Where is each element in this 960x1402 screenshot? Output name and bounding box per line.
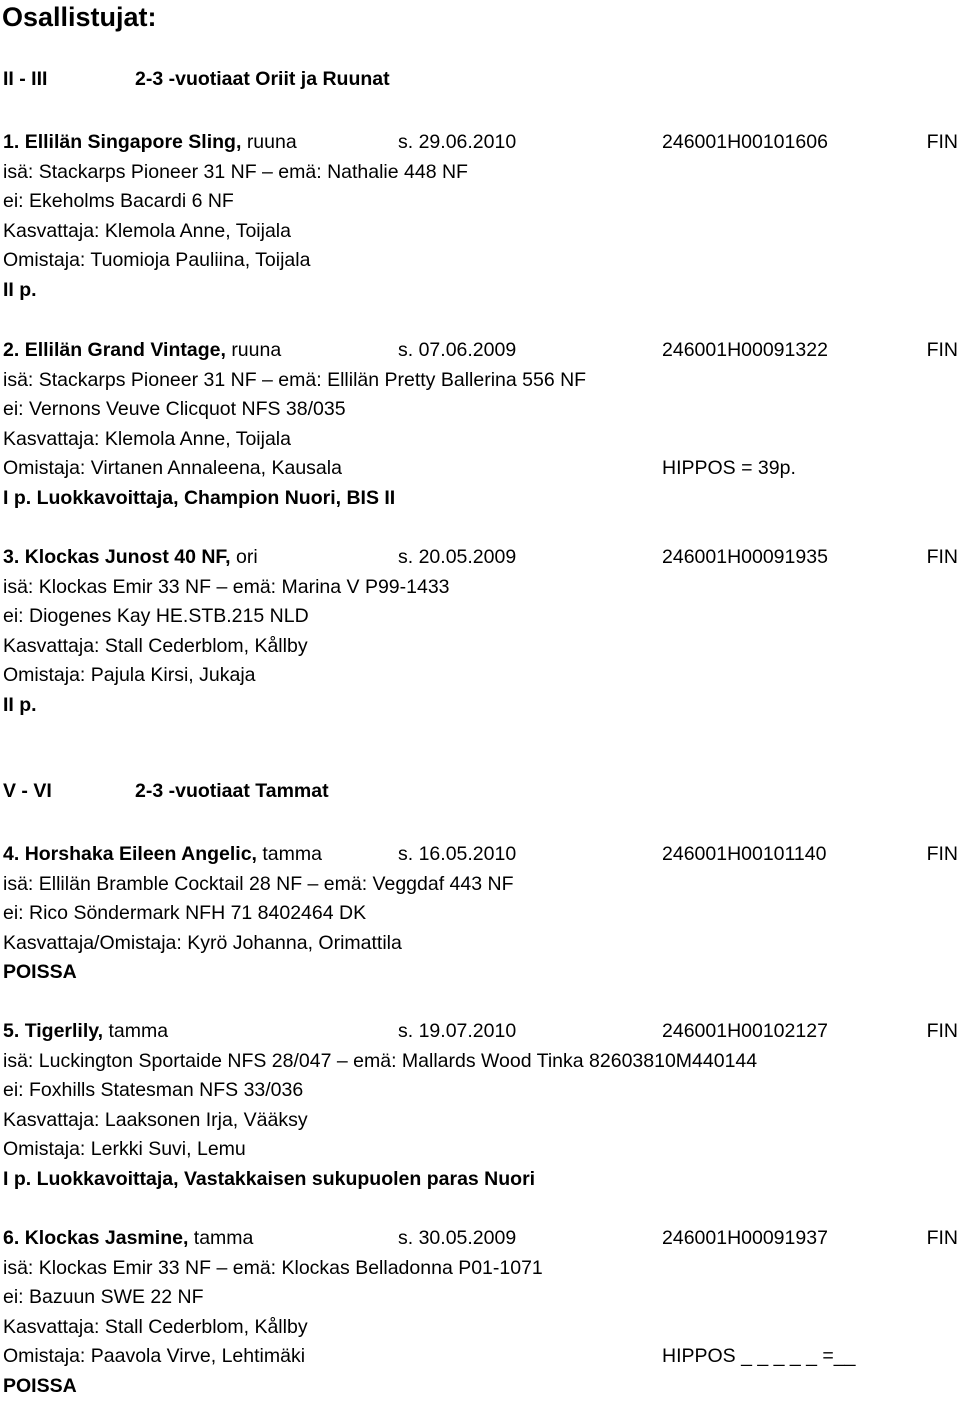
owner-line	[3, 454, 958, 484]
hippos-score: HIPPOS = 39p.	[662, 457, 796, 480]
horse-name: Klockas Junost 40 NF,	[24, 546, 231, 568]
birth-date: s. 07.06.2009	[398, 339, 517, 361]
registration-number: 246001H00091935	[662, 546, 828, 568]
damsire-line: ei: Rico Söndermark NFH 71 8402464 DK	[3, 902, 367, 925]
country: FIN	[926, 1020, 958, 1042]
owner-line	[3, 1342, 958, 1372]
breeder-line: Kasvattaja: Stall Cederblom, Kållby	[3, 634, 308, 657]
country: FIN	[926, 546, 958, 568]
damsire-line: ei: Foxhills Statesman NFS 33/036	[3, 1079, 304, 1102]
horse-name: Tigerlily,	[24, 1020, 104, 1042]
pedigree-line: isä: Stackarps Pioneer 31 NF – emä: Nathalie 448 NF	[3, 160, 468, 183]
horse-sex: tamma	[193, 1227, 254, 1249]
horse-sex: ruuna	[246, 131, 297, 153]
entry-number: 1.	[3, 131, 20, 153]
entry-header	[3, 1224, 958, 1254]
result-line: I p. Luokkavoittaja, Vastakkaisen sukupuolen paras Nuori	[3, 1167, 536, 1190]
entry	[3, 1017, 958, 1195]
horse-sex: ruuna	[231, 339, 282, 361]
owner-text: Omistaja: Paavola Virve, Lehtimäki	[3, 1345, 306, 1368]
class-name: 2-3 -vuotiaat Oriit ja Ruunat	[135, 68, 390, 90]
horse-name: Ellilän Singapore Sling,	[24, 131, 242, 153]
breeder-line: Kasvattaja: Stall Cederblom, Kållby	[3, 1315, 308, 1338]
horse-name: Horshaka Eileen Angelic,	[24, 843, 257, 865]
owner-line: Omistaja: Pajula Kirsi, Jukaja	[3, 664, 256, 687]
entry-header	[3, 543, 958, 573]
result-line: I p. Luokkavoittaja, Champion Nuori, BIS II	[3, 486, 396, 509]
entry-number: 2.	[3, 339, 20, 361]
entry-header	[3, 1017, 958, 1047]
horse-sex: tamma	[262, 843, 322, 865]
entry	[3, 840, 958, 988]
page-title: Osallistujat:	[2, 2, 157, 32]
horse-name: Ellilän Grand Vintage,	[24, 339, 226, 361]
birth-date: s. 20.05.2009	[398, 546, 517, 568]
registration-number: 246001H00091937	[662, 1227, 828, 1249]
damsire-line: ei: Diogenes Kay HE.STB.215 NLD	[3, 605, 309, 628]
birth-date: s. 30.05.2009	[398, 1227, 517, 1249]
country: FIN	[926, 1227, 958, 1249]
registration-number: 246001H00102127	[662, 1020, 828, 1042]
horse-sex: tamma	[108, 1020, 169, 1042]
birth-date: s. 16.05.2010	[398, 843, 517, 865]
class-name: 2-3 -vuotiaat Tammat	[135, 780, 329, 802]
damsire-line: ei: Ekeholms Bacardi 6 NF	[3, 190, 234, 213]
entry-number: 4.	[3, 843, 20, 865]
result-line: II p.	[3, 278, 37, 301]
result-line: POISSA	[3, 961, 77, 984]
registration-number: 246001H00101606	[662, 131, 828, 153]
entry	[3, 336, 958, 514]
entry	[3, 128, 958, 306]
owner-line: Omistaja: Lerkki Suvi, Lemu	[3, 1138, 246, 1161]
damsire-line: ei: Vernons Veuve Clicquot NFS 38/035	[3, 398, 346, 421]
country: FIN	[926, 843, 958, 865]
entry	[3, 543, 958, 721]
breeder-line: Kasvattaja: Klemola Anne, Toijala	[3, 219, 291, 242]
result-line: POISSA	[3, 1374, 77, 1397]
horse-name: Klockas Jasmine,	[24, 1227, 189, 1249]
country: FIN	[926, 339, 958, 361]
entry	[3, 1224, 958, 1402]
entry-header	[3, 840, 958, 870]
country: FIN	[926, 131, 958, 153]
birth-date: s. 19.07.2010	[398, 1020, 517, 1042]
registration-number: 246001H00101140	[662, 843, 827, 865]
damsire-line: ei: Bazuun SWE 22 NF	[3, 1286, 204, 1309]
breeder-line: Kasvattaja/Omistaja: Kyrö Johanna, Orimattila	[3, 931, 402, 954]
class-number: II - III	[3, 68, 48, 90]
hippos-score: HIPPOS _ _ _ _ _ =__	[662, 1345, 856, 1368]
pedigree-line: isä: Klockas Emir 33 NF – emä: Marina V P99-1433	[3, 575, 450, 598]
entry-number: 3.	[3, 546, 20, 568]
breeder-line: Kasvattaja: Klemola Anne, Toijala	[3, 427, 291, 450]
pedigree-line: isä: Ellilän Bramble Cocktail 28 NF – emä: Veggdaf 443 NF	[3, 872, 514, 895]
horse-sex: ori	[236, 546, 258, 568]
owner-text: Omistaja: Virtanen Annaleena, Kausala	[3, 457, 342, 480]
pedigree-line: isä: Klockas Emir 33 NF – emä: Klockas Belladonna P01-1071	[3, 1256, 543, 1279]
pedigree-line: isä: Stackarps Pioneer 31 NF – emä: Ellilän Pretty Ballerina 556 NF	[3, 368, 587, 391]
result-line: II p.	[3, 693, 37, 716]
birth-date: s. 29.06.2010	[398, 131, 517, 153]
owner-line: Omistaja: Tuomioja Pauliina, Toijala	[3, 249, 311, 272]
entry-number: 6.	[3, 1227, 20, 1249]
entry-number: 5.	[3, 1020, 20, 1042]
entry-header	[3, 336, 958, 366]
pedigree-line: isä: Luckington Sportaide NFS 28/047 – emä: Mallards Wood Tinka 82603810M440144	[3, 1049, 758, 1072]
registration-number: 246001H00091322	[662, 339, 828, 361]
class-number: V - VI	[3, 780, 52, 802]
breeder-line: Kasvattaja: Laaksonen Irja, Vääksy	[3, 1108, 308, 1131]
entry-header	[3, 128, 958, 158]
